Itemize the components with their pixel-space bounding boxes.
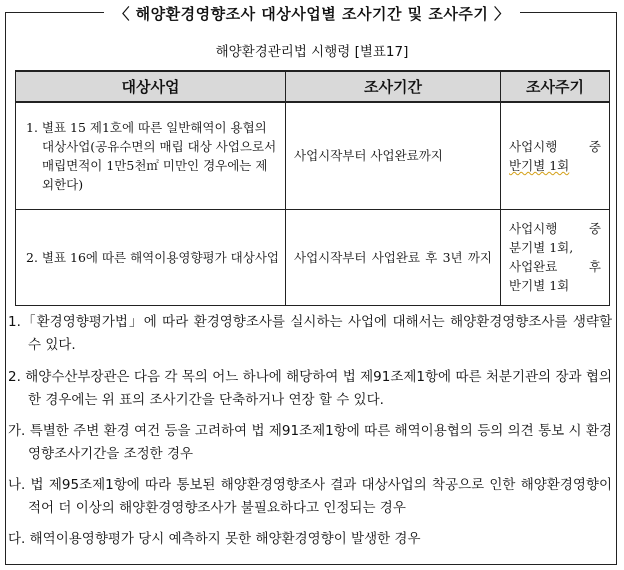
table-header-row	[16, 71, 610, 102]
row-2-period	[286, 209, 501, 305]
row-2-cycle-line4: 반기별 1회	[509, 278, 570, 293]
row-1-target-text: 1. 별표 15 제1호에 따른 일반해역이 용협의 대상사업(공유수면의 매립 대상 사업으로서 매립면적이 1만5천㎡ 미만인 경우에는 제외한다)	[26, 119, 277, 192]
row-1-target	[16, 102, 286, 209]
row-2-cycle	[501, 209, 610, 305]
header-target: 대상사업	[16, 71, 286, 102]
document-subtitle: 해양환경관리법 시행령 [별표17]	[215, 44, 409, 60]
row-1-period: 사업시작부터 사업완료까지	[286, 102, 501, 209]
row-1-cycle-line2: 반기별 1회	[509, 157, 570, 173]
note-4: 나. 법 제95조제1항에 따라 통보된 해양환경영향조사 결과 대상사업의 착공으로 인한 해양환경영향이 적어 더 이상의 해양환경영향조사가 불필요하다고 인정되는 경우	[8, 477, 612, 516]
table-row	[16, 209, 610, 305]
row-2-cycle-line2: 분기별 1회,	[509, 240, 574, 255]
row-2-target	[16, 209, 286, 305]
row-2-target-text: 2. 별표 16에 따른 해역이용영향평가 대상사업	[26, 249, 279, 265]
note-1: 1.「환경영향평가법」에 따라 환경영향조사를 실시하는 사업에 대해서는 해양환경영향조사를 생략할 수 있다.	[8, 314, 612, 353]
note-2: 2. 해양수산부장관은 다음 각 목의 어느 하나에 해당하여 법 제91조제1항에 따른 처분기관의 장과 협의한 경우에는 위 표의 조사기간을 단축하거나 연장 할 수 있다.	[8, 369, 612, 408]
row-1-cycle-line1: 사업시행 중	[509, 138, 601, 154]
row-1-cycle	[501, 102, 610, 209]
note-3: 가. 특별한 주변 환경 여건 등을 고려하여 법 제91조제1항에 따른 해역이용협의 등의 의견 통보 시 환경영향조사기간을 조정한 경우	[8, 423, 612, 462]
title-wrap	[0, 3, 624, 24]
header-period: 조사기간	[286, 71, 501, 102]
schedule-table	[15, 70, 610, 306]
header-cycle: 조사주기	[501, 71, 610, 102]
row-2-cycle-line1: 사업시행 중	[509, 221, 601, 236]
row-2-cycle-line3: 사업완료 후	[509, 259, 601, 274]
table-row	[16, 102, 610, 209]
row-2-period-text: 사업시작부터 사업완료 후 3년 까지	[294, 249, 492, 265]
document-title: 〈 해양환경영향조사 대상사업별 조사기간 및 조사주기 〉	[104, 3, 519, 24]
note-5: 다. 해역이용영향평가 당시 예측하지 못한 해양환경영향이 발생한 경우	[8, 531, 421, 547]
